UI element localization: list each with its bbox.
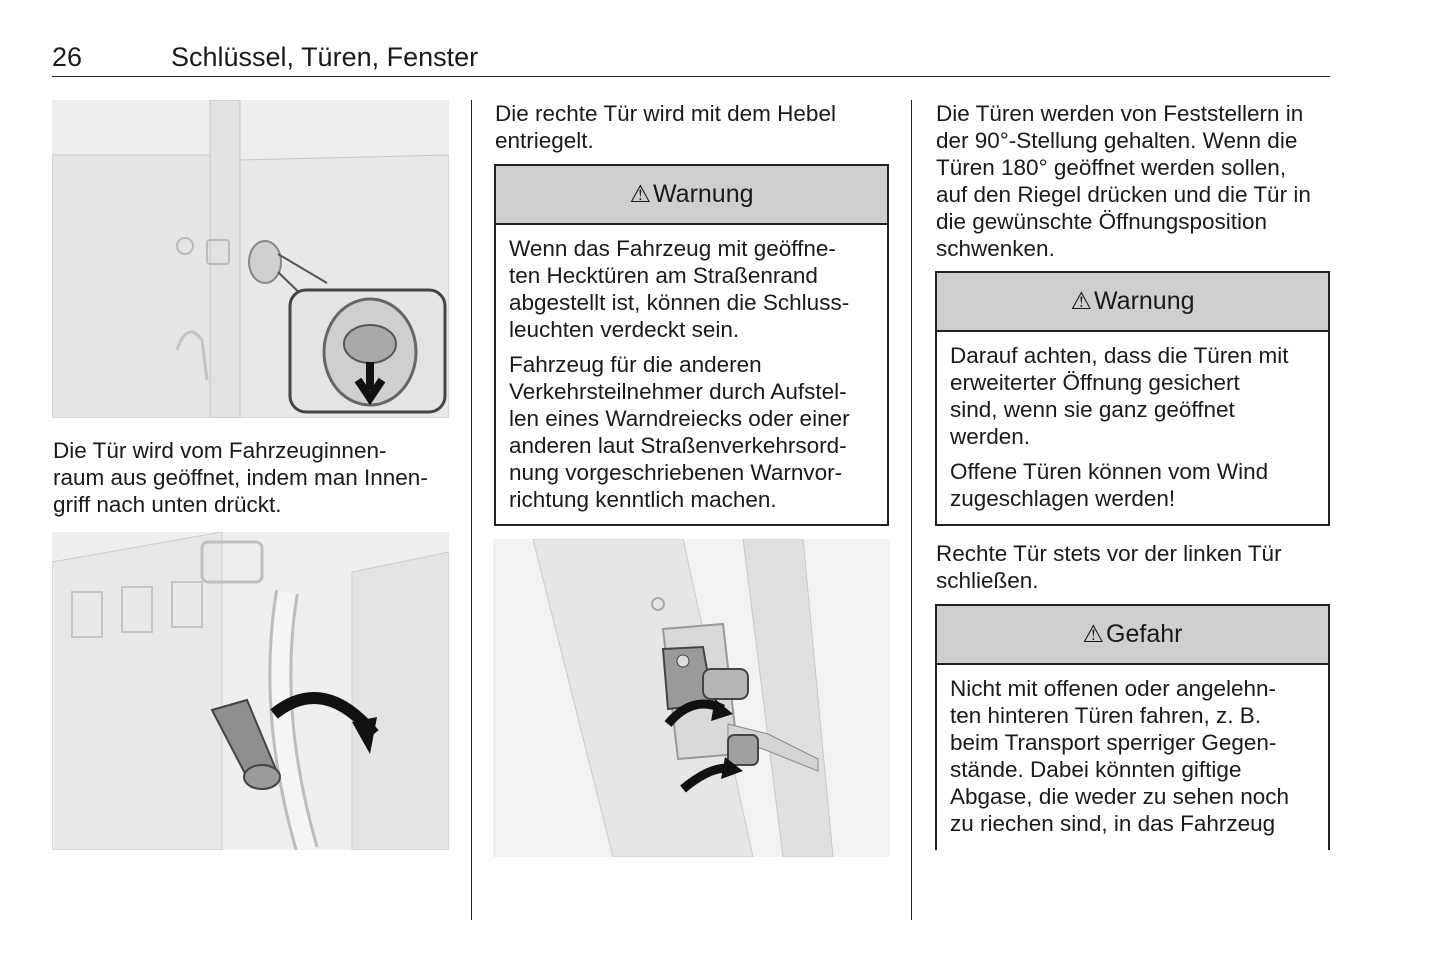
page-number: 26 bbox=[52, 42, 83, 72]
warning-label: Warnung bbox=[1094, 287, 1195, 315]
paragraph-close-order: Rechte Tür stets vor der linken Tür schließen. bbox=[936, 541, 1282, 593]
paragraph-door-stays: Die Türen werden von Feststellern in der 90°-Stellung gehalten. Wenn die Türen 180° geöffnet werden sollen, auf den Riegel drücken und die Tür in die gewünschte Öffnungsposition schwenken. bbox=[936, 101, 1311, 261]
door-lever-illustration bbox=[52, 532, 449, 850]
paragraph-right-door-lever: Die rechte Tür wird mit dem Hebel entriegelt. bbox=[495, 101, 836, 153]
warning-text: Darauf achten, dass die Türen mit erweiterter Öffnung gesichert sind, wenn sie ganz geöffnet werden. bbox=[950, 343, 1289, 449]
warning-box-taillights bbox=[494, 164, 889, 526]
door-stay-illustration bbox=[493, 539, 890, 857]
warning-triangle-icon: ⚠ bbox=[1070, 288, 1092, 315]
warning-box-header bbox=[937, 273, 1328, 332]
warning-text: Wenn das Fahrzeug mit geöffne- ten Hecktüren am Straßenrand abgestellt ist, können die Schluss- leuchten verdeckt sein. bbox=[509, 236, 850, 342]
figure-door-handle-detail bbox=[52, 100, 449, 418]
warning-triangle-icon: ⚠ bbox=[629, 181, 651, 208]
danger-box-header bbox=[937, 606, 1328, 665]
column-divider bbox=[911, 100, 912, 920]
danger-label: Gefahr bbox=[1106, 620, 1183, 648]
column-divider bbox=[471, 100, 472, 920]
paragraph-open-from-inside: Die Tür wird vom Fahrzeuginnen- raum aus geöffnet, indem man Innen- griff nach unten drückt. bbox=[53, 438, 428, 517]
warning-text: Offene Türen können vom Wind zugeschlagen werden! bbox=[950, 459, 1269, 511]
figure-door-lever bbox=[52, 532, 449, 850]
page-header bbox=[52, 40, 1330, 77]
warning-text: Fahrzeug für die anderen Verkehrsteilnehmer durch Aufstel- len eines Warndreiecks oder einer anderen laut Straßenverkehrsord- nung vorgeschriebenen Warnvor- richtung kenntlich machen. bbox=[509, 352, 850, 512]
warning-box-header bbox=[496, 166, 887, 225]
danger-text: Nicht mit offenen oder angelehn- ten hinteren Türen fahren, z. B. beim Transport sperriger Gegen- stände. Dabei könnten giftige Abgase, die weder zu sehen noch zu riechen sind, in das Fahrzeug bbox=[950, 676, 1289, 836]
figure-door-stay bbox=[493, 539, 890, 857]
warning-triangle-icon: ⚠ bbox=[1082, 621, 1105, 648]
warning-label: Warnung bbox=[653, 180, 754, 208]
door-handle-illustration bbox=[52, 100, 449, 418]
section-title: Schlüssel, Türen, Fenster bbox=[171, 42, 479, 72]
warning-box-wide-opening bbox=[935, 271, 1330, 526]
danger-box-exhaust bbox=[935, 604, 1330, 850]
